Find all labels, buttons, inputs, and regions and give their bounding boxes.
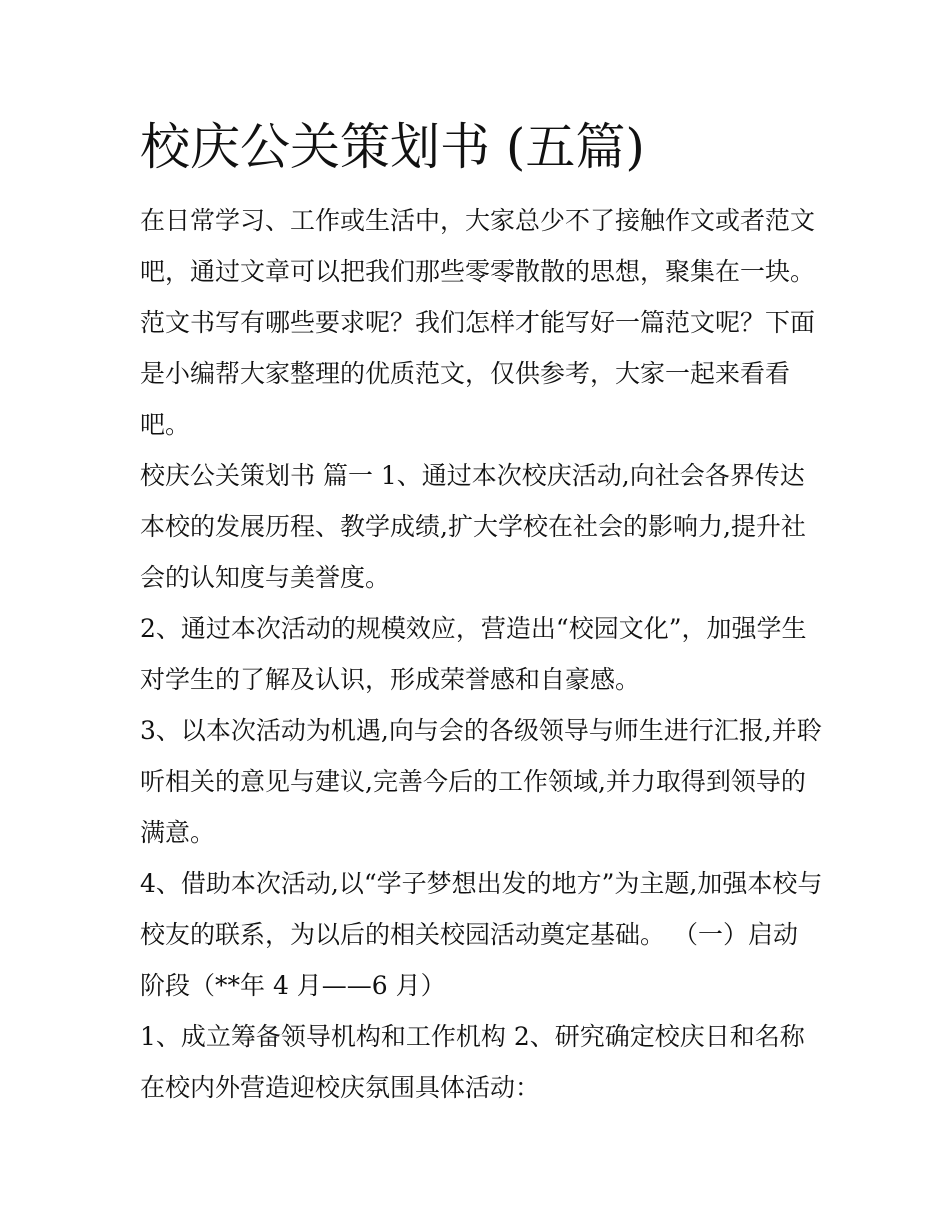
text-line: 阶段（**年 4 月——6 月） bbox=[140, 971, 446, 1000]
text-line: 对学生的了解及认识，形成荣誉感和自豪感。 bbox=[140, 665, 641, 694]
text-line: 2、通过本次活动的规模效应，营造出“校园文化”，加强学生 bbox=[140, 614, 807, 643]
text-line: 本校的发展历程、教学成绩,扩大学校在社会的影响力,提升社 bbox=[140, 512, 806, 541]
text-line: 吧。 bbox=[140, 410, 191, 439]
text-line: 范文书写有哪些要求呢？我们怎样才能写好一篇范文呢？下面 bbox=[140, 308, 816, 337]
text-line: 会的认知度与美誉度。 bbox=[140, 563, 391, 592]
text-line: 1、成立筹备领导机构和工作机构 2、研究确定校庆日和名称 bbox=[140, 1022, 805, 1051]
document-title: 校庆公关策划书 (五篇) bbox=[140, 118, 645, 176]
text-line: 在校内外营造迎校庆氛围具体活动： bbox=[140, 1073, 541, 1102]
text-line: 听相关的意见与建议,完善今后的工作领域,并力取得到领导的 bbox=[140, 767, 806, 796]
text-line: 在日常学习、工作或生活中，大家总少不了接触作文或者范文 bbox=[140, 206, 816, 235]
text-line: 是小编帮大家整理的优质范文，仅供参考，大家一起来看看 bbox=[140, 359, 791, 388]
text-line: 3、以本次活动为机遇,向与会的各级领导与师生进行汇报,并聆 bbox=[140, 716, 822, 745]
text-line: 4、借助本次活动,以“学子梦想出发的地方”为主题,加强本校与 bbox=[140, 869, 823, 898]
text-line: 校友的联系，为以后的相关校园活动奠定基础。 （一）启动 bbox=[140, 920, 798, 949]
text-line: 满意。 bbox=[140, 818, 216, 847]
text-line: 吧，通过文章可以把我们那些零零散散的思想，聚集在一块。 bbox=[140, 257, 816, 286]
text-line: 校庆公关策划书 篇一 1、通过本次校庆活动,向社会各界传达 bbox=[140, 461, 805, 490]
